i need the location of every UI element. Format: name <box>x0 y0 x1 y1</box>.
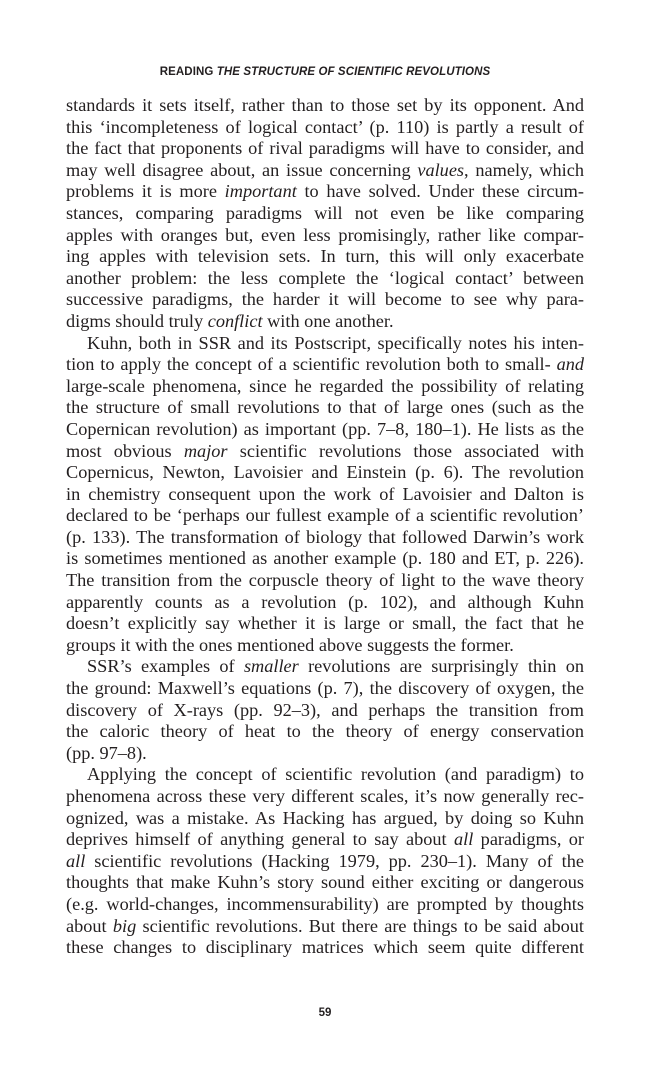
text-line <box>66 117 584 139</box>
text-line <box>66 808 584 830</box>
text-run: the caloric theory of heat to the theory of energy conservation <box>66 721 584 742</box>
text-run: may well disagree about, an issue concerning <box>66 159 418 180</box>
paragraph <box>66 656 584 764</box>
text-line <box>66 203 584 225</box>
italic-text: major <box>183 440 228 461</box>
text-line <box>66 548 584 570</box>
text-line <box>66 656 584 678</box>
text-line <box>66 441 584 463</box>
text-line <box>66 592 584 614</box>
text-line <box>66 894 584 916</box>
text-run: with one another. <box>262 310 394 331</box>
text-run: phenomena across these very different scales, it’s now generally rec- <box>66 786 584 806</box>
text-line <box>66 419 584 441</box>
text-run: digms should truly <box>66 310 208 331</box>
text-run: scientific revolutions (Hacking 1979, pp. 230–1). Many of the <box>85 850 584 871</box>
text-run: ognized, was a mistake. As Hacking has argued, by doing so Kuhn <box>66 807 584 828</box>
text-run: discovery of X-rays (pp. 92–3), and perhaps the transition from <box>66 699 584 720</box>
italic-text: smaller <box>243 656 299 677</box>
text-line <box>66 289 584 311</box>
text-line <box>66 721 584 743</box>
body-text <box>66 95 584 959</box>
text-run: large-scale phenomena, since he regarded the possibility of relating <box>66 375 584 396</box>
italic-text: important <box>224 181 297 202</box>
text-line <box>66 829 584 851</box>
running-head <box>0 66 650 78</box>
text-run: ing apples with television sets. In turn, this will only exacerbate <box>66 246 584 267</box>
text-run: is sometimes mentioned as another example (p. 180 and ET, p. 226). <box>66 548 584 569</box>
text-run: the structure of small revolutions to that of large ones (such as the <box>66 397 584 418</box>
italic-text: big <box>112 915 137 936</box>
text-run: SSR’s examples of <box>87 656 244 677</box>
text-line <box>66 311 584 333</box>
text-line <box>66 916 584 938</box>
text-run: problems it is more <box>66 181 225 202</box>
text-run: stances, comparing paradigms will not even be like comparing <box>66 202 584 223</box>
text-line <box>66 268 584 290</box>
text-run: about <box>66 915 113 936</box>
text-run: doesn’t explicitly say whether it is large or small, the fact that he <box>66 613 584 634</box>
text-run: Kuhn, both in SSR and its Postscript, specifically notes his inten- <box>87 332 584 353</box>
text-line <box>66 678 584 700</box>
text-line <box>66 851 584 873</box>
text-line <box>66 570 584 592</box>
text-run: another problem: the less complete the ‘logical contact’ between <box>66 267 584 288</box>
text-run: (e.g. world-changes, incommensurability) are prompted by thoughts <box>66 893 584 914</box>
text-run: groups it with the ones mentioned above suggests the former. <box>66 634 514 655</box>
text-run: to have solved. Under these circum- <box>296 181 584 202</box>
running-head-book-title: THE STRUCTURE OF SCIENTIFIC REVOLUTIONS <box>216 66 491 78</box>
text-line <box>66 937 584 959</box>
text-run: apples with oranges but, even less promisingly, rather like compar- <box>66 224 584 245</box>
italic-text: and <box>556 354 584 375</box>
text-line <box>66 484 584 506</box>
text-line <box>66 700 584 722</box>
text-line <box>66 462 584 484</box>
paragraph <box>66 333 584 657</box>
text-run: successive paradigms, the harder it will become to see why para- <box>66 289 584 310</box>
text-line <box>66 225 584 247</box>
text-run: declared to be ‘perhaps our fullest example of a scientific revolution’ <box>66 505 584 526</box>
text-line <box>66 376 584 398</box>
text-run: (pp. 97–8). <box>66 742 147 763</box>
text-line <box>66 246 584 268</box>
page-number: 59 <box>318 1007 332 1019</box>
text-line <box>66 95 584 117</box>
text-run: Applying the concept of scientific revolution (and paradigm) to <box>87 764 584 785</box>
text-run: apparently counts as a revolution (p. 102), and although Kuhn <box>66 591 584 612</box>
text-run: Copernicus, Newton, Lavoisier and Einstein (p. 6). The revolution <box>66 462 584 483</box>
text-line <box>66 613 584 635</box>
text-run: The transition from the corpuscle theory of light to the wave theory <box>66 570 584 591</box>
text-line <box>66 872 584 894</box>
text-run: scientific revolutions those associated with <box>227 440 585 461</box>
text-line <box>66 181 584 203</box>
text-line <box>66 764 584 786</box>
text-line <box>66 635 584 657</box>
text-line <box>66 743 584 765</box>
italic-text: conflict <box>207 310 263 331</box>
text-run: the fact that proponents of rival paradigms will have to consider, and <box>66 138 584 159</box>
text-run: standards it sets itself, rather than to those set by its opponent. And <box>66 95 584 115</box>
text-line <box>66 333 584 355</box>
text-run: Copernican revolution) as important (pp. 7–8, 180–1). He lists as the <box>66 418 584 439</box>
italic-text: all <box>66 850 86 871</box>
running-head-prefix: READING <box>159 66 217 78</box>
italic-text: values <box>417 159 465 180</box>
text-run: scientific revolutions. But there are things to be said about <box>136 915 584 936</box>
italic-text: all <box>453 829 474 850</box>
text-run: paradigms, or <box>473 829 584 850</box>
text-line <box>66 354 584 376</box>
text-line <box>66 138 584 160</box>
text-run: revolutions are surprisingly thin on <box>298 656 584 677</box>
text-run: the ground: Maxwell’s equations (p. 7), the discovery of oxygen, the <box>66 678 584 699</box>
text-run: this ‘incompleteness of logical contact’ (p. 110) is partly a result of <box>66 116 584 137</box>
text-line <box>66 160 584 182</box>
text-line <box>66 527 584 549</box>
text-run: thoughts that make Kuhn’s story sound either exciting or dangerous <box>66 872 584 893</box>
text-run: (p. 133). The transformation of biology that followed Darwin’s work <box>66 526 584 547</box>
text-run: most obvious <box>66 440 184 461</box>
text-run: in chemistry consequent upon the work of Lavoisier and Dalton is <box>66 483 584 504</box>
paragraph <box>66 764 584 958</box>
text-run: deprives himself of anything general to say about <box>66 829 454 850</box>
text-run: tion to apply the concept of a scientific revolution both to small- <box>66 354 557 375</box>
text-line <box>66 505 584 527</box>
text-line <box>66 786 584 808</box>
text-run: these changes to disciplinary matrices which seem quite different <box>66 937 584 958</box>
text-run: , namely, which <box>464 159 584 180</box>
paragraph <box>66 95 584 333</box>
text-line <box>66 397 584 419</box>
